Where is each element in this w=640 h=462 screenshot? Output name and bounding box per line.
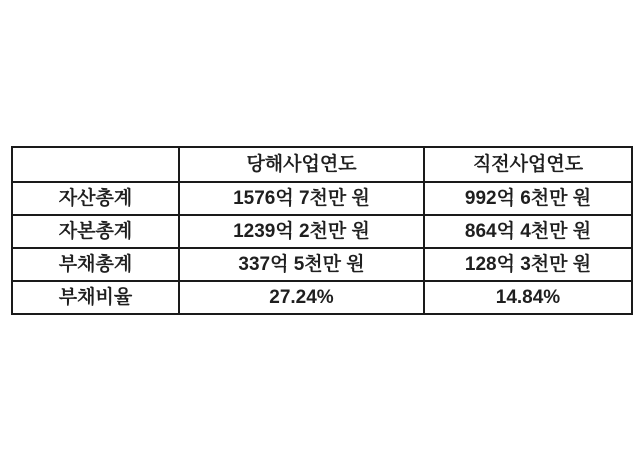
row-label-total-liabilities: 부채총계 bbox=[12, 248, 179, 281]
row-label-total-assets: 자산총계 bbox=[12, 182, 179, 215]
cell-total-liabilities-current: 337억 5천만 원 bbox=[179, 248, 424, 281]
table-header-row bbox=[12, 147, 632, 182]
cell-total-equity-current: 1239억 2천만 원 bbox=[179, 215, 424, 248]
header-cell-empty bbox=[12, 147, 179, 182]
table-row-total-equity bbox=[12, 215, 632, 248]
cell-total-assets-current: 1576억 7천만 원 bbox=[179, 182, 424, 215]
cell-total-assets-previous: 992억 6천만 원 bbox=[424, 182, 632, 215]
table-row-total-assets bbox=[12, 182, 632, 215]
cell-debt-ratio-current: 27.24% bbox=[179, 281, 424, 314]
header-cell-previous-fiscal-year: 직전사업연도 bbox=[424, 147, 632, 182]
row-label-total-equity: 자본총계 bbox=[12, 215, 179, 248]
financial-summary-table bbox=[11, 146, 633, 315]
cell-debt-ratio-previous: 14.84% bbox=[424, 281, 632, 314]
cell-total-liabilities-previous: 128억 3천만 원 bbox=[424, 248, 632, 281]
row-label-debt-ratio: 부채비율 bbox=[12, 281, 179, 314]
header-cell-current-fiscal-year: 당해사업연도 bbox=[179, 147, 424, 182]
table-row-total-liabilities bbox=[12, 248, 632, 281]
cell-total-equity-previous: 864억 4천만 원 bbox=[424, 215, 632, 248]
table-row-debt-ratio bbox=[12, 281, 632, 314]
